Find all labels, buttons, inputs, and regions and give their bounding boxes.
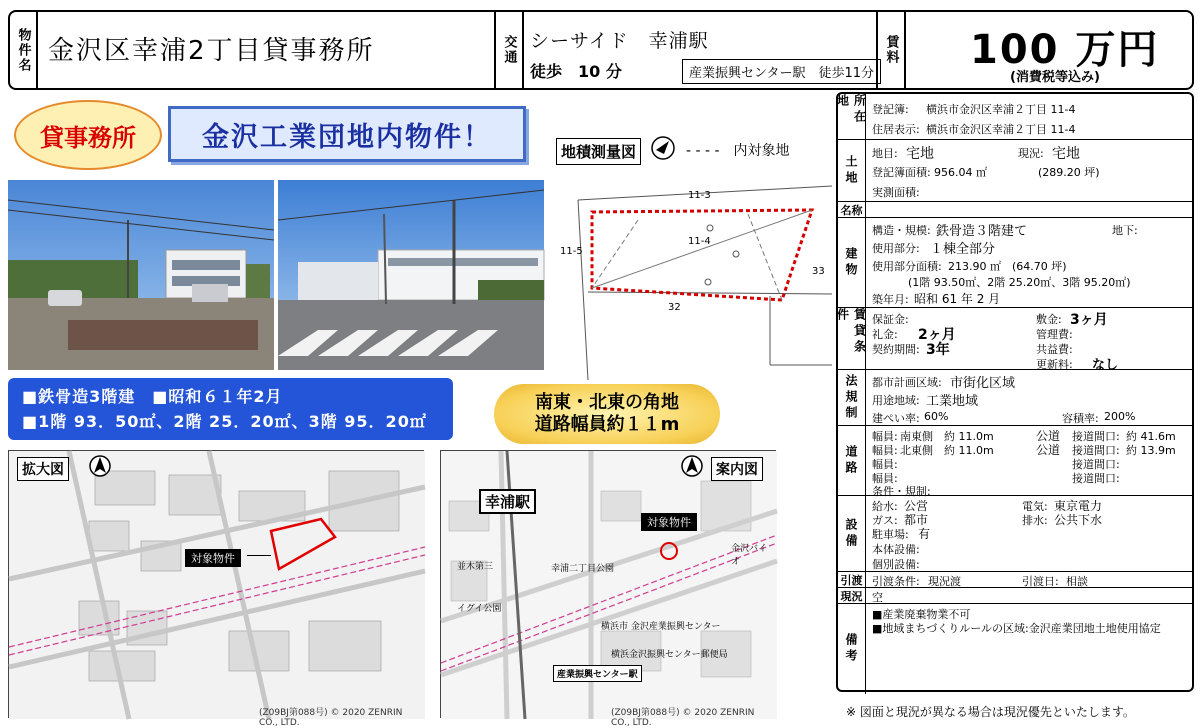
property-name-label: 物件名 — [15, 27, 31, 73]
addr-value: 横浜市金沢区幸浦２丁目 11-4 — [926, 123, 1076, 136]
chimoku-value: 宅地 — [906, 146, 934, 162]
road-label: イグイ公園 — [457, 604, 502, 614]
lot-11-3: 11-3 — [688, 190, 711, 201]
width-label: 幅員: — [872, 458, 898, 471]
building-summary-line1: ■鉄骨造3階建 ■昭和６１年2月 — [22, 387, 283, 406]
parking-value: 有 — [918, 527, 931, 541]
power-value: 東京電力 — [1054, 499, 1103, 513]
corner-lot-line1: 南東・北東の角地 — [535, 392, 679, 413]
building-summary-line2: ■1階 93．50㎡、2階 25．20㎡、3階 95．20㎡ — [22, 412, 427, 431]
road-2: 北東側 約 11.0m — [900, 444, 994, 457]
remarks-line1: ■産業廃棄物業不可 — [872, 608, 971, 621]
underground-label: 地下: — [1112, 224, 1138, 237]
reikin-value: 2ヶ月 — [918, 327, 956, 343]
property-spec-table — [836, 92, 1194, 692]
front-label: 接道間口: — [1072, 458, 1120, 471]
divider — [522, 12, 524, 88]
current-value: 宅地 — [1052, 146, 1080, 162]
row-head: 建物 — [838, 218, 866, 307]
property-header — [8, 10, 1194, 90]
row-name — [838, 202, 1192, 218]
handover-cond-value: 現況渡 — [928, 575, 961, 588]
road-2-front: 約 13.9m — [1126, 444, 1176, 457]
struct-value: 鉄骨造３階建て — [936, 224, 1028, 239]
rent-label: 賃料 — [883, 35, 899, 65]
bcr-value: 60% — [924, 410, 949, 423]
transport-label: 交通 — [501, 35, 517, 65]
road-2-type: 公道 — [1036, 443, 1061, 457]
detail-map — [8, 450, 424, 728]
row-head: 設備 — [838, 496, 866, 571]
use-label: 用途地域: — [872, 394, 920, 407]
gas-value: 都市 — [904, 513, 929, 527]
tax-note: (消費税等込み) — [1010, 70, 1100, 85]
north-arrow-icon — [681, 455, 703, 477]
row-building — [838, 218, 1192, 308]
period-label: 契約期間: — [872, 343, 920, 356]
alt-station: 産業振興センター駅 徒歩11分 — [682, 59, 881, 84]
property-photo-1 — [8, 180, 274, 370]
zone-value: 市街化区域 — [950, 376, 1016, 391]
handover-date-value: 相談 — [1066, 575, 1088, 588]
usage-value: １棟全部分 — [930, 242, 996, 257]
footnote: ※ 図面と現況が異なる場合は現況優先といたします。 — [846, 705, 1135, 719]
guide-map-label: 案内図 — [711, 457, 763, 481]
rent-price: 100 万円 — [970, 27, 1160, 73]
status-value: 空 — [872, 591, 883, 604]
current-label: 現況: — [1018, 147, 1044, 160]
far-value: 200% — [1104, 410, 1136, 423]
road-1-front: 約 41.6m — [1126, 430, 1176, 443]
shiki-value: 3ヶ月 — [1070, 312, 1108, 328]
row-head: 所在地 — [838, 94, 866, 139]
width-label: 幅員: — [872, 430, 898, 443]
drain-label: 排水: — [1022, 514, 1048, 527]
actual-area-label: 実測面積: — [872, 186, 920, 199]
row-handover — [838, 572, 1192, 588]
map-copyright: (Z09BJ第088号) © 2020 ZENRIN CO., LTD. — [611, 708, 755, 728]
renew-label: 更新料: — [1036, 358, 1073, 371]
handover-date-label: 引渡日: — [1022, 575, 1059, 588]
type-badge: 貸事務所 — [14, 100, 162, 170]
area-label: 登記簿面積: — [872, 166, 931, 179]
detail-map-label: 拡大図 — [17, 457, 69, 481]
floor-areas: (1階 93.50㎡、2階 25.20㎡、3階 95.20㎡) — [908, 276, 1131, 289]
road-1-front-label: 接道間口: — [1072, 430, 1120, 443]
chimoku-label: 地目: — [872, 147, 898, 160]
row-head: 現況 — [838, 588, 866, 603]
area-tsubo: (289.20 坪) — [1038, 166, 1100, 179]
lot-11-4: 11-4 — [688, 236, 711, 247]
survey-title: 地積測量図 — [556, 138, 641, 165]
road-label: 横浜金沢振興センター郵便局 — [611, 650, 728, 660]
row-head: 道路 — [838, 426, 866, 495]
lot-32: 32 — [668, 302, 681, 313]
far-label: 容積率: — [1062, 412, 1099, 425]
station-label: 幸浦駅 — [479, 489, 536, 514]
survey-drawing — [548, 170, 832, 375]
handover-cond-label: 引渡条件: — [872, 575, 920, 588]
row-remarks — [838, 604, 1192, 694]
property-title: 金沢区幸浦2丁目貸事務所 — [48, 36, 375, 66]
label-pointer — [247, 555, 271, 556]
period-value: 3年 — [926, 342, 950, 358]
addr-label: 住居表示: — [872, 123, 920, 136]
divider — [904, 12, 906, 88]
kyoeki-label: 共益費: — [1036, 343, 1073, 356]
headline-banner: 金沢工業団地内物件！ — [168, 106, 526, 162]
station-sign: 産業振興センター駅 — [553, 665, 642, 682]
width-label: 幅員: — [872, 472, 898, 485]
row-status — [838, 588, 1192, 604]
reg-label: 登記簿: — [872, 103, 909, 116]
building-summary — [8, 378, 453, 440]
property-photo-2 — [278, 180, 544, 370]
target-property-label: 対象物件 — [185, 549, 241, 567]
water-label: 給水: — [872, 500, 898, 513]
road-1-type: 公道 — [1036, 429, 1061, 443]
row-land — [838, 140, 1192, 202]
map-copyright: (Z09BJ第088号) © 2020 ZENRIN CO., LTD. — [259, 708, 403, 728]
usage-area-label: 使用部分面積: — [872, 260, 942, 273]
use-value: 工業地域 — [926, 394, 979, 409]
row-location — [835, 94, 1192, 140]
row-head: 引渡 — [838, 572, 866, 587]
target-property-label: 対象物件 — [641, 513, 697, 531]
front-label: 接道間口: — [1072, 472, 1120, 485]
row-head: 賃貸条件 — [838, 308, 866, 369]
indiv-equipment-label: 個別設備: — [872, 558, 920, 571]
road-2-front-label: 接道間口: — [1072, 444, 1120, 457]
north-arrow-icon — [651, 136, 675, 160]
water-value: 公営 — [904, 499, 929, 513]
road-label: 並木第三 — [457, 562, 494, 572]
zone-label: 都市計画区域: — [872, 376, 942, 389]
built-label: 築年月: — [872, 293, 909, 306]
survey-legend: - - - - 内対象地 — [686, 143, 790, 159]
reikin-label: 礼金: — [872, 328, 898, 341]
road-1: 南東側 約 11.0m — [900, 430, 994, 443]
deposit-label: 保証金: — [872, 313, 909, 326]
remarks-line2: ■地域まちづくりルールの区域:金沢産業団地土地使用協定 — [872, 622, 1161, 635]
walk-time: 徒歩 10 分 — [530, 62, 622, 81]
gas-label: ガス: — [872, 514, 898, 527]
corner-lot-badge — [494, 384, 720, 444]
area-value: 956.04 ㎡ — [934, 166, 987, 179]
width-label: 幅員: — [872, 444, 898, 457]
kanri-label: 管理費: — [1036, 328, 1073, 341]
bcr-label: 建ぺい率: — [872, 412, 920, 425]
built-value: 昭和 61 年 2 月 — [914, 292, 1001, 306]
power-label: 電気: — [1022, 500, 1048, 513]
drain-value: 公共下水 — [1054, 513, 1103, 527]
lot-11-5: 11-5 — [560, 246, 583, 257]
station-name: シーサイド 幸浦駅 — [530, 30, 709, 52]
row-head: 法規制 — [838, 370, 866, 425]
usage-label: 使用部分: — [872, 242, 920, 255]
road-label: 幸浦二丁目公園 — [551, 564, 615, 574]
row-head: 土地 — [838, 140, 866, 201]
row-head: 名称 — [838, 202, 866, 217]
struct-label: 構造・規模: — [872, 224, 931, 237]
row-lease — [835, 308, 1192, 373]
corner-lot-line2: 道路幅員約１１m — [534, 414, 680, 435]
row-road — [838, 426, 1192, 496]
north-arrow-icon — [89, 455, 111, 477]
guide-map — [440, 450, 776, 728]
road-label: 横浜市 金沢産業振興センター — [601, 622, 721, 632]
row-law — [838, 370, 1192, 426]
parking-label: 駐車場: — [872, 528, 909, 541]
row-facility — [838, 496, 1192, 572]
row-head: 備考 — [838, 604, 866, 694]
shiki-label: 敷金: — [1036, 313, 1062, 326]
reg-value: 横浜市金沢区幸浦２丁目 11-4 — [926, 103, 1076, 116]
renew-value: なし — [1092, 358, 1119, 373]
lot-33: 33 — [812, 266, 825, 277]
main-equipment-label: 本体設備: — [872, 543, 920, 556]
divider — [36, 12, 38, 88]
usage-area-value: 213.90 ㎡ (64.70 坪) — [948, 260, 1067, 273]
road-label: 金沢バイオ — [731, 544, 768, 567]
road-conditions-label: 条件・規制: — [872, 485, 931, 498]
